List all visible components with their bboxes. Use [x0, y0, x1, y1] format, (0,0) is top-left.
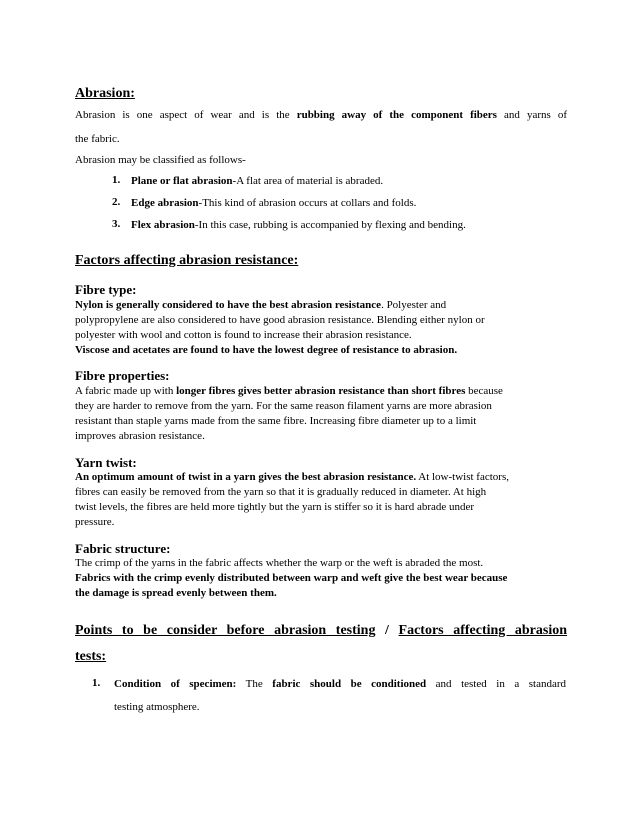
points-heading-line1: [75, 622, 567, 640]
bold-text-run: An optimum amount of twist in a yarn gives the best abrasion resistance.: [75, 471, 417, 483]
text-run: and tested in a standard: [426, 678, 567, 690]
points-heading-part: Factors affecting abrasion: [398, 623, 568, 638]
list-item-term: Flex abrasion: [131, 219, 195, 231]
text-run: . Polyester and: [381, 299, 447, 311]
abrasion-paragraph-line1: [75, 108, 567, 124]
fabric-structure-line3: the damage is spread evenly between them.: [75, 587, 277, 599]
fibre-type-line2: polypropylene are also considered to have good abrasion resistance. Blending either nylon or: [75, 314, 485, 326]
condition-specimen-line2: testing atmosphere.: [114, 701, 200, 713]
fibre-properties-heading: Fibre properties:: [75, 368, 170, 383]
abrasion-paragraph-line2: the fabric.: [75, 133, 120, 145]
factors-heading: Factors affecting abrasion resistance:: [75, 253, 299, 268]
list-item-text: -In this case, rubbing is accompanied by flexing and bending.: [194, 219, 466, 231]
fibre-properties-line4: improves abrasion resistance.: [75, 430, 205, 442]
text-run: because: [465, 385, 503, 397]
yarn-twist-line4: pressure.: [75, 516, 115, 528]
list-item-number: 1.: [112, 174, 121, 186]
fibre-type-line1: [75, 298, 446, 314]
fibre-properties-line3: resistant than staple yarns made from the same fibre. Increasing fibre diameter up to a limit: [75, 415, 477, 427]
text-run: The: [236, 678, 273, 690]
bold-text-run: rubbing away of the component fibers: [296, 109, 497, 121]
fabric-structure-line1: The crimp of the yarns in the fabric affects whether the warp or the weft is abraded the most.: [75, 557, 484, 569]
list-item-term: Edge abrasion: [131, 197, 199, 209]
yarn-twist-line2: fibres can easily be removed from the yarn so that it is gradually reduced in diameter. At high: [75, 486, 487, 498]
list-item-text: -A flat area of material is abraded.: [232, 175, 384, 187]
bold-text-run: Condition of specimen:: [114, 678, 237, 690]
fibre-type-heading: Fibre type:: [75, 282, 137, 297]
list-item-number: 2.: [112, 196, 121, 208]
yarn-twist-line1: [75, 470, 509, 486]
text-run: and yarns of: [496, 109, 567, 121]
heading-separator: /: [375, 623, 399, 638]
points-heading-line2: tests:: [75, 649, 107, 664]
fibre-properties-line2: they are harder to remove from the yarn. For the same reason filament yarns are more abrasion: [75, 400, 492, 412]
list-item-text: -This kind of abrasion occurs at collars and folds.: [198, 197, 417, 209]
bold-text-run: longer fibres gives better abrasion resistance than short fibres: [176, 385, 466, 397]
abrasion-heading: Abrasion:: [75, 86, 135, 101]
abrasion-classification-intro: Abrasion may be classified as follows-: [75, 154, 246, 166]
condition-specimen-line1: [114, 677, 566, 693]
yarn-twist-line3: twist levels, the fibres are held more tightly but the yarn is stiffer so it is hard abrade under: [75, 501, 475, 513]
text-run: Abrasion is one aspect of wear and is the: [75, 109, 297, 121]
fibre-type-line4: Viscose and acetates are found to have the lowest degree of resistance to abrasion.: [75, 344, 458, 356]
text-run: At low-twist factors,: [416, 471, 509, 483]
yarn-twist-heading: Yarn twist:: [75, 455, 137, 470]
bold-text-run: fabric should be conditioned: [272, 678, 427, 690]
list-item-term: Plane or flat abrasion: [131, 175, 233, 187]
fibre-type-line3: polyester with wool and cotton is found to increase their abrasion resistance.: [75, 329, 412, 341]
bold-text-run: Nylon is generally considered to have the best abrasion resistance: [75, 299, 382, 311]
list-item-number: 1.: [92, 677, 101, 689]
list-item: [131, 174, 383, 190]
fibre-properties-line1: [75, 384, 503, 400]
fabric-structure-heading: Fabric structure:: [75, 541, 171, 556]
fabric-structure-line2: Fabrics with the crimp evenly distributed between warp and weft give the best wear because: [75, 572, 508, 584]
points-heading-part: Points to be consider before abrasion testing: [75, 623, 376, 638]
list-item: [131, 218, 466, 234]
list-item-number: 3.: [112, 218, 121, 230]
text-run: A fabric made up with: [75, 385, 177, 397]
list-item: [131, 196, 416, 212]
